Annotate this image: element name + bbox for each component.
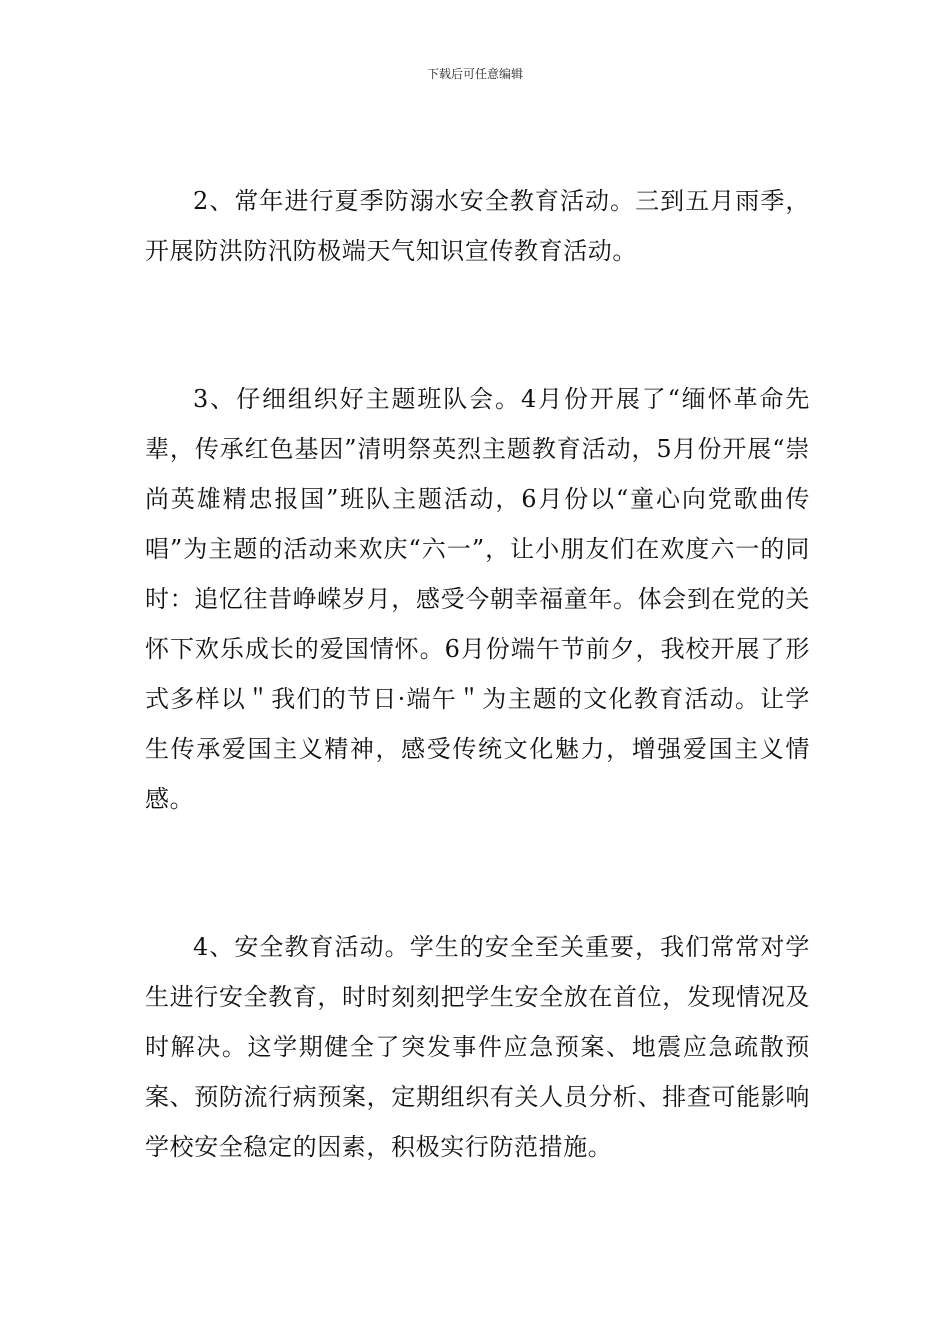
paragraph-item-2: 2、常年进行夏季防溺水安全教育活动。三到五月雨季，开展防洪防汛防极端天气知识宣传教育活动。 xyxy=(145,187,810,265)
paragraph-item-4: 4、安全教育活动。学生的安全至关重要，我们常常对学生进行安全教育，时时刻刻把学生安全放在首位，发现情况及时解决。这学期健全了突发事件应急预案、地震应急疏散预案、预防流行病预案，定期组织有关人员分析、排查可能影响学校安全稳定的因素，积极实行防范措施。 xyxy=(145,933,810,1161)
page-header: 下载后可任意编辑 xyxy=(426,67,523,81)
paragraph-item-3: 3、仔细组织好主题班队会。4月份开展了“缅怀革命先辈，传承红色基因”清明祭英烈主题教育活动，5月份开展“崇尚英雄精忠报国”班队主题活动，6月份以“童心向党歌曲传唱”为主题的活动来欢庆“六一”，让小朋友们在欢度六一的同时：追忆往昔峥嵘岁月，感受今朝幸福童年。体会到在党的关怀下欢乐成长的爱国情怀。6月份端午节前夕，我校开展了形式多样以＂我们的节日·端午＂为主题的文化教育活动。让学生传承爱国主义精神，感受传统文化魅力，增强爱国主义情感。 xyxy=(145,385,810,813)
